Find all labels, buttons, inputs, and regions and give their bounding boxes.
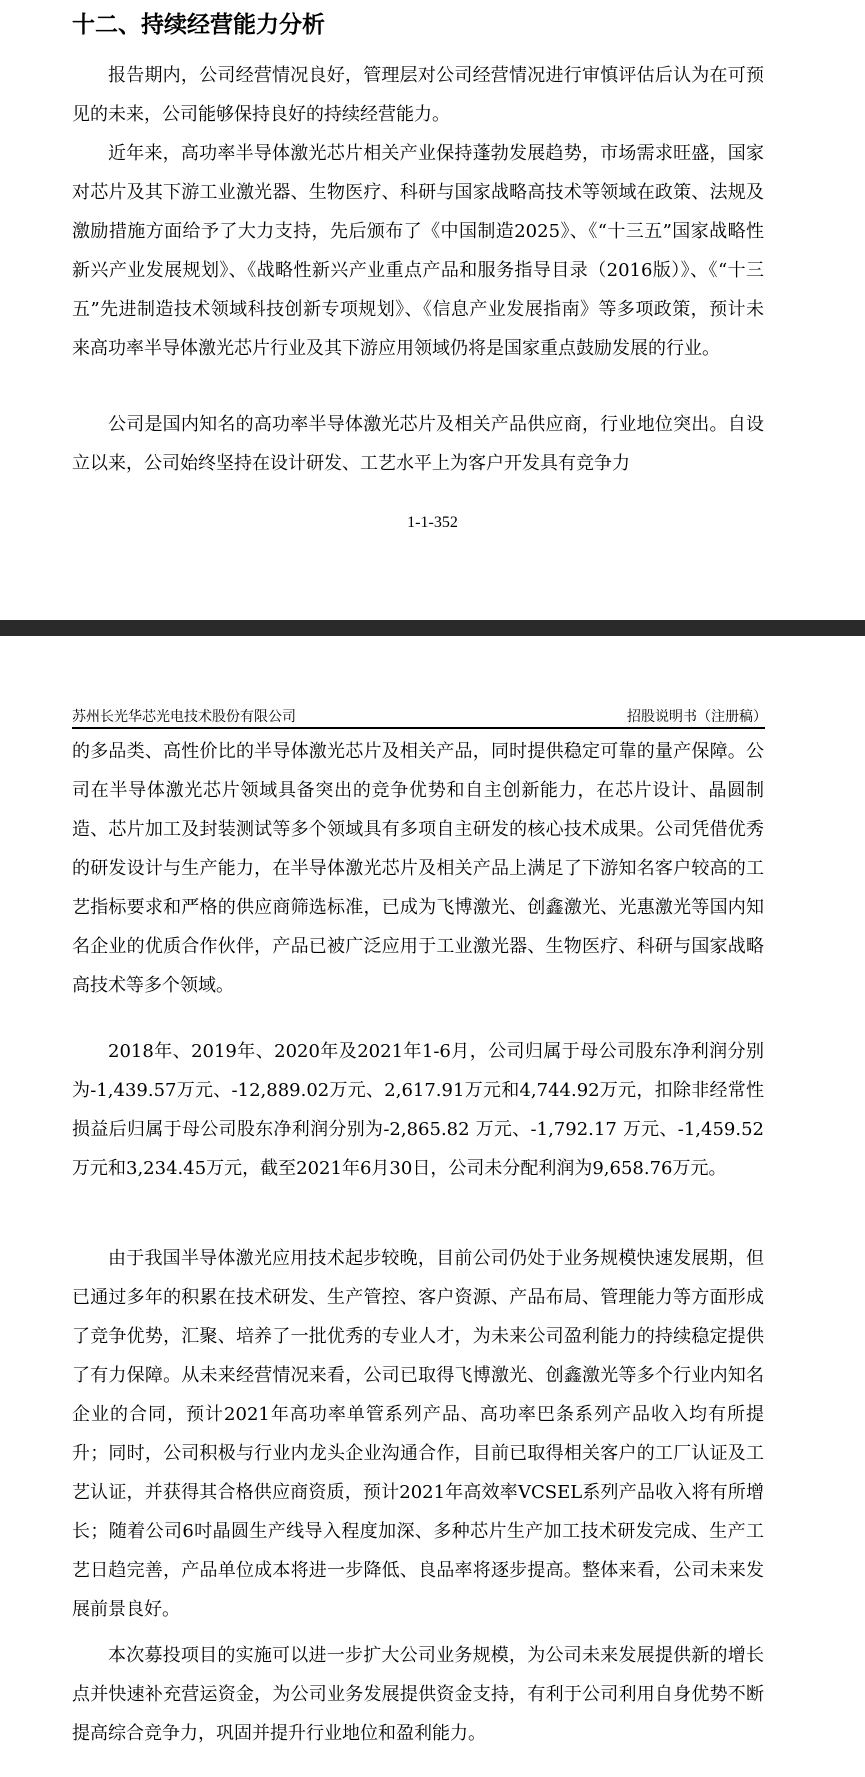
running-header-document-type: 招股说明书（注册稿） <box>627 709 767 725</box>
page-separator <box>0 620 865 636</box>
section-heading: 十二、持续经营能力分析 <box>72 12 325 38</box>
document-page-2 <box>0 636 865 1777</box>
paragraph-fundraising-projects: 本次募投项目的实施可以进一步扩大公司业务规模，为公司未来发展提供新的增长点并快速补充营运资金，为公司业务发展提供资金支持，有利于公司利用自身优势不断提高综合竞争力，巩固并提升行业地位和盈利能力。 <box>72 1645 764 1744</box>
paragraph-going-concern-summary: 报告期内，公司经营情况良好，管理层对公司经营情况进行审慎评估后认为在可预见的未来，公司能够保持良好的持续经营能力。 <box>72 65 764 125</box>
page-number: 1-1-352 <box>407 514 458 531</box>
paragraph-company-position: 公司是国内知名的高功率半导体激光芯片及相关产品供应商，行业地位突出。自设立以来，公司始终坚持在设计研发、工艺水平上为客户开发具有竞争力 <box>72 414 764 474</box>
running-header-company: 苏州长光华芯光电技术股份有限公司 <box>72 709 296 725</box>
paragraph-industry-policy: 近年来，高功率半导体激光芯片相关产业保持蓬勃发展趋势，市场需求旺盛，国家对芯片及其下游工业激光器、生物医疗、科研与国家战略高技术等领域在政策、法规及激励措施方面给予了大力支持，先后颁布了《中国制造2025》、《“十三五”国家战略性新兴产业发展规划》、《战略性新兴产业重点产品和服务指导目录（2016版）》、《“十三五”先进制造技术领域科技创新专项规划》、《信息产业发展指南》等多项政策，预计未来高功率半导体激光芯片行业及其下游应用领域仍将是国家重点鼓励发展的行业。 <box>72 143 764 359</box>
paragraph-continued-products: 的多品类、高性价比的半导体激光芯片及相关产品，同时提供稳定可靠的量产保障。公司在半导体激光芯片领域具备突出的竞争优势和自主创新能力，在芯片设计、晶圆制造、芯片加工及封装测试等多个领域具有多项自主研发的核心技术成果。公司凭借优秀的研发设计与生产能力，在半导体激光芯片及相关产品上满足了下游知名客户较高的工艺指标要求和严格的供应商筛选标准，已成为飞博激光、创鑫激光、光惠激光等国内知名企业的优质合作伙伴，产品已被广泛应用于工业激光器、生物医疗、科研与国家战略高技术等多个领域。 <box>72 741 764 996</box>
document-page-1 <box>0 0 865 620</box>
paragraph-development-outlook: 由于我国半导体激光应用技术起步较晚，目前公司仍处于业务规模快速发展期，但已通过多年的积累在技术研发、生产管控、客户资源、产品布局、管理能力等方面形成了竞争优势，汇聚、培养了一批优秀的专业人才，为未来公司盈利能力的持续稳定提供了有力保障。从未来经营情况来看，公司已取得飞博激光、创鑫激光等多个行业内知名企业的合同，预计2021年高功率单管系列产品、高功率巴条系列产品收入均有所提升；同时，公司积极与行业内龙头企业沟通合作，目前已取得相关客户的工厂认证及工艺认证，并获得其合格供应商资质，预计2021年高效率VCSEL系列产品收入将有所增长；随着公司6吋晶圆生产线导入程度加深、多种芯片生产加工技术研发完成、生产工艺日趋完善，产品单位成本将进一步降低、良品率将逐步提高。整体来看，公司未来发展前景良好。 <box>72 1248 764 1620</box>
paragraph-net-profit: 2018年、2019年、2020年及2021年1-6月，公司归属于母公司股东净利润分别为-1,439.57万元、-12,889.02万元、2,617.91万元和4,744.92万元，扣除非经常性损益后归属于母公司股东净利润分别为-2,865.82 万元、-1,792.17 万元、-1,459.52万元和3,234.45万元，截至2021年6月30日，公司未分配利润为9,658.76万元。 <box>72 1041 764 1179</box>
header-rule <box>72 727 765 729</box>
